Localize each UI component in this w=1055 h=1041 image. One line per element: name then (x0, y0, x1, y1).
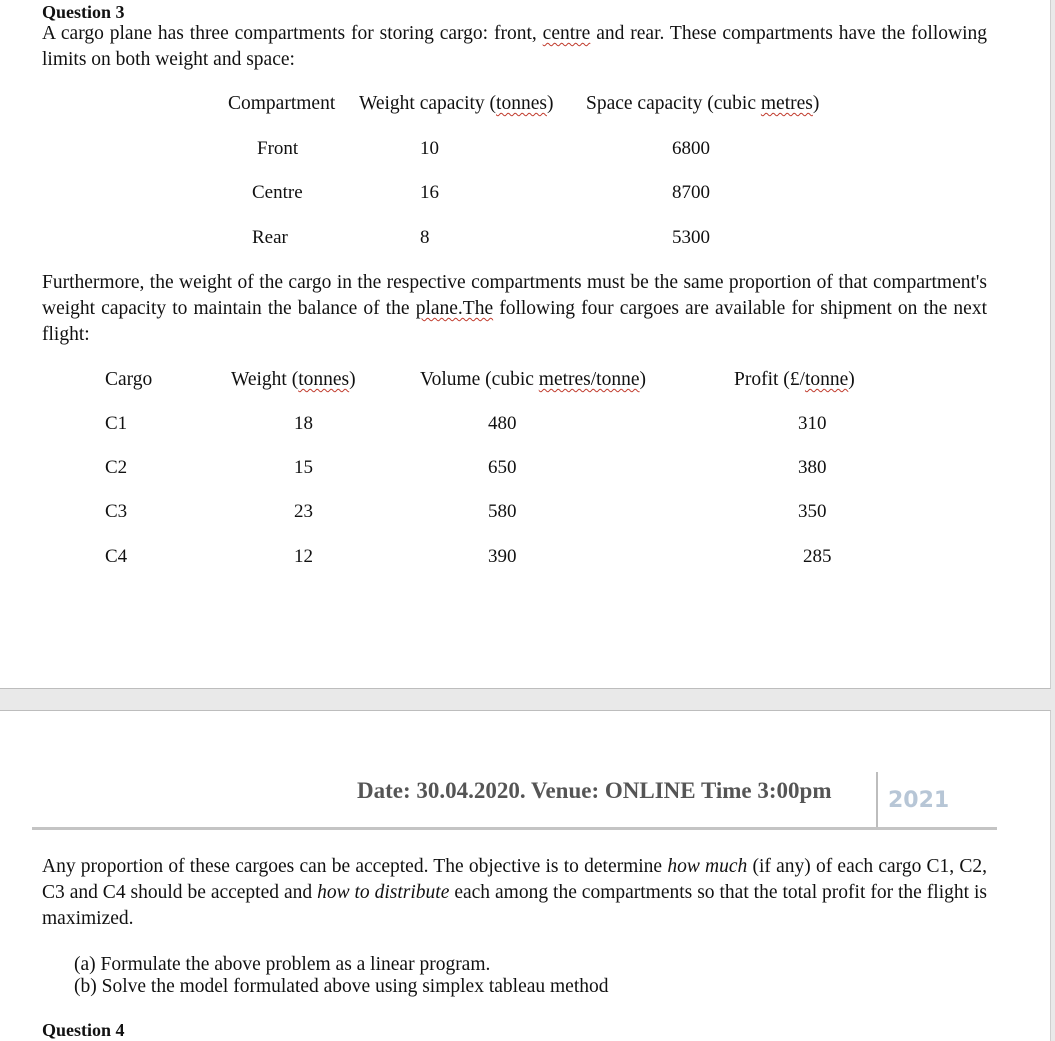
spellcheck-word: plane.The (415, 298, 494, 319)
header-weight-capacity: Weight capacity (tonnes) (359, 93, 554, 114)
cargo-volume: 390 (488, 546, 517, 567)
cargo-id: C2 (105, 457, 128, 478)
header-weight: Weight (tonnes) (231, 369, 356, 390)
compartment-space: 5300 (672, 227, 710, 248)
header-space-capacity: Space capacity (cubic metres) (586, 93, 820, 114)
compartment-space: 8700 (672, 182, 710, 203)
paragraph-objective: Any proportion of these cargoes can be accepted. The objective is to determine how much (if any) of each cargo C1, C2, C3 and C4 should be accepted and how to distribute each among the compartments so that the total profit for the flight is maximized. (42, 856, 988, 929)
question-title: Question 3 (42, 2, 125, 22)
compartment-weight: 10 (420, 138, 439, 159)
cargo-id: C1 (105, 413, 128, 434)
cargo-id: C3 (105, 501, 128, 522)
next-question-title: Question 4 (42, 1020, 125, 1040)
cargo-weight: 23 (294, 501, 313, 522)
task-item: (b) Solve the model formulated above using simplex tableau method (74, 976, 609, 997)
paragraph-balance: Furthermore, the weight of the cargo in the respective compartments must be the same proportion of that compartment's weight capacity to maintain the balance of the plane.The following four cargoes are available for shipment on the next flight: (42, 272, 987, 345)
cargo-volume: 650 (488, 457, 517, 478)
compartment-weight: 8 (420, 227, 430, 248)
header-volume: Volume (cubic metres/tonne) (420, 369, 646, 390)
cargo-volume: 480 (488, 413, 517, 434)
compartment-weight: 16 (420, 182, 439, 203)
compartment-name: Rear (252, 227, 288, 248)
cargo-id: C4 (105, 546, 128, 567)
compartment-name: Front (257, 138, 299, 159)
task-item: (a) Formulate the above problem as a linear program. (74, 954, 491, 975)
header-profit: Profit (£/tonne) (734, 369, 855, 390)
cargo-profit: 350 (798, 501, 827, 522)
cargo-weight: 12 (294, 546, 313, 567)
cargo-weight: 15 (294, 457, 313, 478)
header-cargo: Cargo (105, 369, 153, 390)
header-rule (32, 827, 997, 830)
spellcheck-word: centre (542, 23, 591, 44)
cargo-profit: 310 (798, 413, 827, 434)
question-intro: A cargo plane has three compartments for storing cargo: front, centre and rear. These compartments have the following limits on both weight and space: (42, 23, 987, 70)
compartment-name: Centre (252, 182, 303, 203)
header-compartment: Compartment (228, 93, 336, 114)
cargo-profit: 285 (803, 546, 832, 567)
header-year: 2021 (888, 788, 950, 813)
compartment-space: 6800 (672, 138, 710, 159)
cargo-weight: 18 (294, 413, 313, 434)
exam-date-venue: Date: 30.04.2020. Venue: ONLINE Time 3:00pm (357, 778, 832, 803)
header-divider (876, 772, 878, 828)
cargo-volume: 580 (488, 501, 517, 522)
cargo-profit: 380 (798, 457, 827, 478)
